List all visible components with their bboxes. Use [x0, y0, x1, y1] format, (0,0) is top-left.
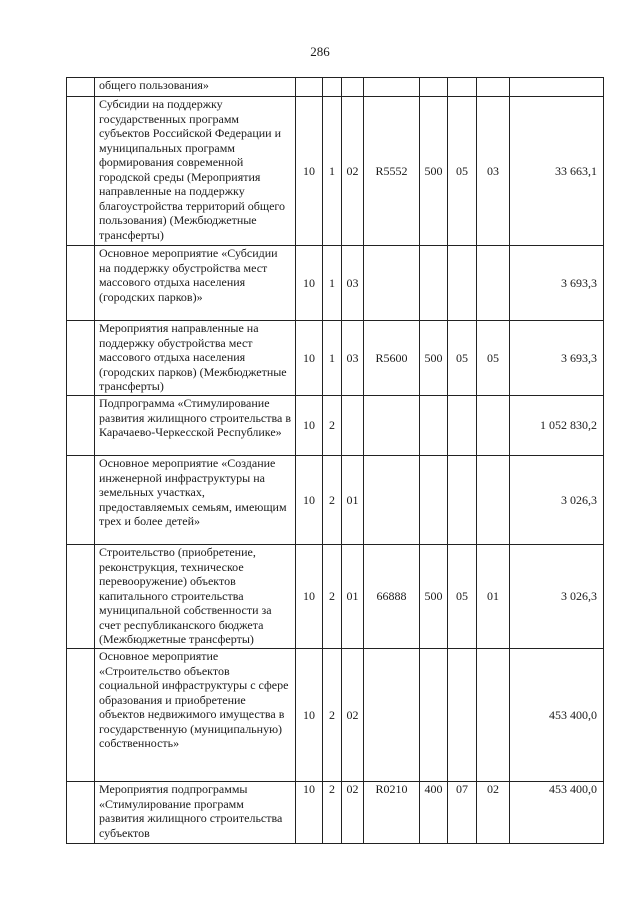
- amount-cell: 3 026,3: [510, 456, 604, 545]
- subprogram-code-cell: 1: [323, 246, 342, 321]
- main-activity-code-cell: [342, 396, 364, 456]
- subsection-code-cell: 03: [477, 97, 510, 246]
- section-code-cell: [448, 456, 477, 545]
- program-code-cell: 10: [296, 97, 323, 246]
- name-cell: Подпрограмма «Стимулирование развития жилищного строительства в Карачаево-Черкесской Республике»: [95, 396, 296, 456]
- program-code-cell: 10: [296, 545, 323, 649]
- subsection-code-cell: [477, 78, 510, 97]
- name-cell: Субсидии на поддержку государственных программ субъектов Российской Федерации и муниципальных программ формирования современной городской среды (Мероприятия направленные на поддержку благоустройства территорий общего пользования) (Межбюджетные трансферты): [95, 97, 296, 246]
- amount-cell: 3 026,3: [510, 545, 604, 649]
- expense-type-cell: 500: [420, 545, 448, 649]
- subsection-code-cell: 02: [477, 782, 510, 844]
- program-code-cell: 10: [296, 782, 323, 844]
- expense-type-cell: [420, 246, 448, 321]
- table-row: [67, 396, 604, 456]
- main-activity-code-cell: 01: [342, 456, 364, 545]
- amount-cell: 3 693,3: [510, 321, 604, 396]
- main-activity-code-cell: 02: [342, 97, 364, 246]
- direction-code-cell: [364, 78, 420, 97]
- direction-code-cell: R5552: [364, 97, 420, 246]
- name-cell: Основное мероприятие «Строительство объектов социальной инфраструктуры с сфере образования и приобретение объектов недвижимого имущества в государственную (муниципальную) собственность»: [95, 649, 296, 782]
- table-row: [67, 649, 604, 782]
- subsection-code-cell: 01: [477, 545, 510, 649]
- subsection-code-cell: [477, 396, 510, 456]
- subprogram-code-cell: 1: [323, 97, 342, 246]
- main-activity-code-cell: [342, 78, 364, 97]
- name-cell: Мероприятия подпрограммы «Стимулирование программ развития жилищного строительства субъектов: [95, 782, 296, 844]
- subsection-code-cell: [477, 649, 510, 782]
- budget-table: [66, 77, 604, 844]
- section-code-cell: 05: [448, 97, 477, 246]
- direction-code-cell: 66888: [364, 545, 420, 649]
- expense-type-cell: [420, 649, 448, 782]
- row-number-cell: [67, 649, 95, 782]
- direction-code-cell: [364, 456, 420, 545]
- expense-type-cell: [420, 78, 448, 97]
- main-activity-code-cell: 02: [342, 649, 364, 782]
- row-number-cell: [67, 782, 95, 844]
- section-code-cell: [448, 78, 477, 97]
- subsection-code-cell: [477, 246, 510, 321]
- table-row: [67, 456, 604, 545]
- subsection-code-cell: 05: [477, 321, 510, 396]
- program-code-cell: 10: [296, 246, 323, 321]
- section-code-cell: [448, 396, 477, 456]
- row-number-cell: [67, 321, 95, 396]
- amount-cell: [510, 78, 604, 97]
- expense-type-cell: 500: [420, 321, 448, 396]
- program-code-cell: 10: [296, 396, 323, 456]
- section-code-cell: 07: [448, 782, 477, 844]
- row-number-cell: [67, 246, 95, 321]
- subprogram-code-cell: 2: [323, 396, 342, 456]
- table-row: [67, 97, 604, 246]
- expense-type-cell: 500: [420, 97, 448, 246]
- subsection-code-cell: [477, 456, 510, 545]
- subprogram-code-cell: 1: [323, 321, 342, 396]
- program-code-cell: [296, 78, 323, 97]
- main-activity-code-cell: 02: [342, 782, 364, 844]
- program-code-cell: 10: [296, 649, 323, 782]
- amount-cell: 33 663,1: [510, 97, 604, 246]
- table-row: [67, 545, 604, 649]
- amount-cell: 453 400,0: [510, 782, 604, 844]
- subprogram-code-cell: 2: [323, 545, 342, 649]
- row-number-cell: [67, 396, 95, 456]
- main-activity-code-cell: 03: [342, 246, 364, 321]
- amount-cell: 1 052 830,2: [510, 396, 604, 456]
- program-code-cell: 10: [296, 456, 323, 545]
- direction-code-cell: [364, 649, 420, 782]
- direction-code-cell: R0210: [364, 782, 420, 844]
- name-cell: Строительство (приобретение, реконструкция, техническое перевооружение) объектов капитального строительства муниципальной собственности за счет республиканского бюджета (Межбюджетные трансферты): [95, 545, 296, 649]
- section-code-cell: [448, 246, 477, 321]
- amount-cell: 3 693,3: [510, 246, 604, 321]
- section-code-cell: 05: [448, 321, 477, 396]
- direction-code-cell: [364, 246, 420, 321]
- main-activity-code-cell: 01: [342, 545, 364, 649]
- subprogram-code-cell: 2: [323, 782, 342, 844]
- subprogram-code-cell: 2: [323, 649, 342, 782]
- name-cell: общего пользования»: [95, 78, 296, 97]
- amount-cell: 453 400,0: [510, 649, 604, 782]
- subprogram-code-cell: 2: [323, 456, 342, 545]
- table-row: [67, 321, 604, 396]
- expense-type-cell: [420, 456, 448, 545]
- row-number-cell: [67, 545, 95, 649]
- row-number-cell: [67, 78, 95, 97]
- expense-type-cell: 400: [420, 782, 448, 844]
- subprogram-code-cell: [323, 78, 342, 97]
- expense-type-cell: [420, 396, 448, 456]
- name-cell: Основное мероприятие «Создание инженерной инфраструктуры на земельных участках, предоставляемых семьям, имеющим трех и более детей»: [95, 456, 296, 545]
- table-row: [67, 246, 604, 321]
- section-code-cell: 05: [448, 545, 477, 649]
- table-row: [67, 78, 604, 97]
- name-cell: Мероприятия направленные на поддержку обустройства мест массового отдыха населения (городских парков) (Межбюджетные трансферты): [95, 321, 296, 396]
- direction-code-cell: R5600: [364, 321, 420, 396]
- section-code-cell: [448, 649, 477, 782]
- name-cell: Основное мероприятие «Субсидии на поддержку обустройства мест массового отдыха населения (городских парков)»: [95, 246, 296, 321]
- row-number-cell: [67, 97, 95, 246]
- direction-code-cell: [364, 396, 420, 456]
- main-activity-code-cell: 03: [342, 321, 364, 396]
- page-number: 286: [310, 44, 330, 59]
- program-code-cell: 10: [296, 321, 323, 396]
- row-number-cell: [67, 456, 95, 545]
- table-row: [67, 782, 604, 844]
